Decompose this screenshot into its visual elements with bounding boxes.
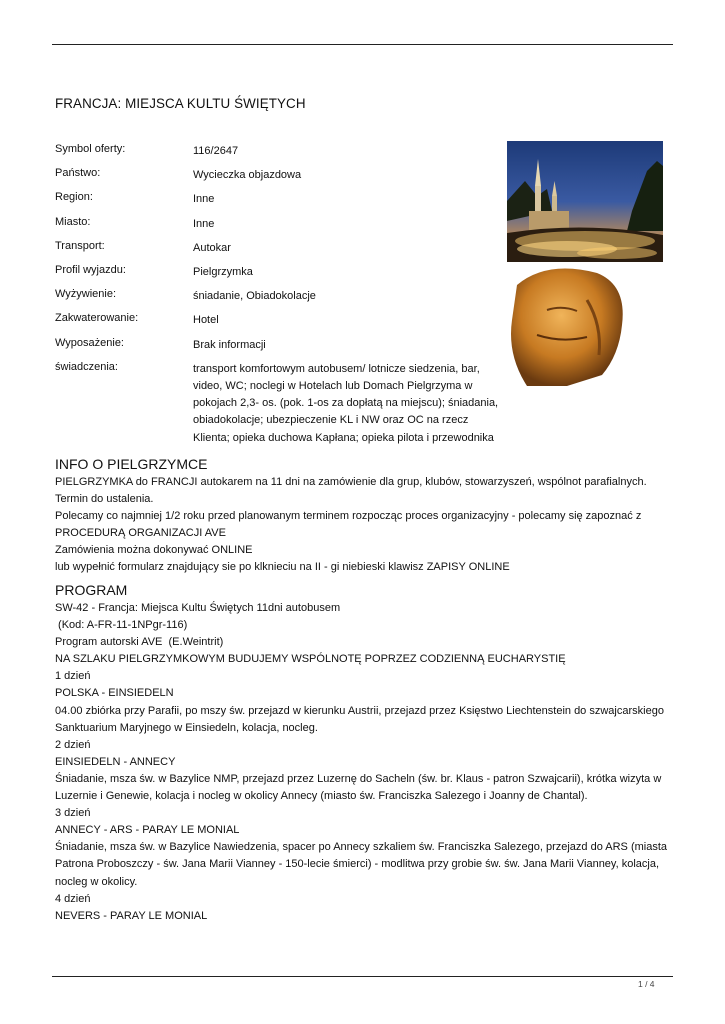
page-title: FRANCJA: MIEJSCA KULTU ŚWIĘTYCH xyxy=(55,96,306,111)
spec-label: Profil wyjazdu: xyxy=(55,263,126,276)
footer-rule xyxy=(52,976,673,977)
text-line: Sanktuarium Maryjnego w Einsiedeln, kolacja, nocleg. xyxy=(55,721,318,734)
spec-value: Brak informacji xyxy=(193,338,266,351)
spec-value: Autokar xyxy=(193,241,231,254)
spec-label: Miasto: xyxy=(55,215,91,228)
text-line: 1 dzień xyxy=(55,670,91,683)
basilica-illustration xyxy=(507,141,663,262)
text-line: (Kod: A-FR-11-1NPgr-116) xyxy=(55,619,188,632)
spec-value: 116/2647 xyxy=(193,145,239,157)
text-line: 4 dzień xyxy=(55,892,91,905)
spec-label: Transport: xyxy=(55,239,105,252)
spec-value: transport komfortowym autobusem/ lotnicze siedzenia, bar, video, WC; noclegi w Hotelach lub Domach Pielgrzyma w pokojach 2,3- os. (pok. 1-os za dopłatą na miejscu); śniadania, obiadokolacje; ubezpieczenie KL i NW oraz OC na rzecz Klienta; opieka duchowa Kapłana; opieka pilota i przewodnika xyxy=(193,362,499,444)
text-line: Luzernie i Genewie, kolacja i nocleg w okolicy Annecy (miasto św. Franciszka Salezego i Joanny de Chantal). xyxy=(55,790,588,803)
text-line: ANNECY - ARS - PARAY LE MONIAL xyxy=(55,824,240,837)
spec-row-meals xyxy=(55,288,505,312)
spec-label: Symbol oferty: xyxy=(55,143,126,155)
spec-row-transport xyxy=(55,240,505,264)
text-line: Termin do ustalenia. xyxy=(55,493,154,506)
text-line: PROCEDURĄ ORGANIZACJI AVE xyxy=(55,527,226,540)
text-line: 04.00 zbiórka przy Parafii, po mszy św. przejazd w kierunku Austrii, przejazd przez Księstwo Liechtenstein do szwajcarskiego xyxy=(55,704,664,717)
text-line: Zamówienia można dokonywać ONLINE xyxy=(55,544,253,557)
text-line: NA SZLAKU PIELGRZYMKOWYM BUDUJEMY WSPÓLNOTĘ POPRZEZ CODZIENNĄ EUCHARYSTIĘ xyxy=(55,653,566,666)
spec-label: Region: xyxy=(55,191,93,204)
spec-row-country xyxy=(55,167,505,191)
spec-value: Inne xyxy=(193,193,215,206)
spec-value: Wycieczka objazdowa xyxy=(193,169,302,182)
text-line: lub wypełnić formularz znajdujący sie po klknieciu na II - gi niebieski klawisz ZAPISY ONLINE xyxy=(55,561,510,574)
text-line: nocleg w okolicy. xyxy=(55,875,138,888)
text-line: PIELGRZYMKA do FRANCJI autokarem na 11 dni na zamówienie dla grup, klubów, stowarzyszeń, wspólnot parafialnych. xyxy=(55,476,647,488)
spec-value: Pielgrzymka xyxy=(193,265,253,278)
text-line: Śniadanie, msza św. w Bazylice Nawiedzenia, spacer po Annecy szkaliem św. Franciszka Salezego, przejazd do ARS (miasta xyxy=(55,841,668,854)
info-section xyxy=(55,454,670,577)
spec-row-city xyxy=(55,216,505,240)
spec-label: świadczenia: xyxy=(55,360,118,373)
spec-row-equipment xyxy=(55,337,505,361)
text-line: Program autorski AVE (E.Weintrit) xyxy=(55,636,224,649)
text-line: EINSIEDELN - ANNECY xyxy=(55,755,176,768)
spec-label: Zakwaterowanie: xyxy=(55,312,139,325)
header-rule xyxy=(52,44,673,45)
saint-bust-photo xyxy=(507,265,663,386)
spec-row-services xyxy=(55,361,505,447)
section-heading: PROGRAM xyxy=(55,582,128,598)
spec-value: Hotel xyxy=(193,314,219,327)
program-section xyxy=(55,580,670,925)
text-line: POLSKA - EINSIEDELN xyxy=(55,687,174,700)
text-line: 3 dzień xyxy=(55,807,91,820)
text-line: NEVERS - PARAY LE MONIAL xyxy=(55,909,208,922)
text-line: Patrona Proboszczy - św. Jana Marii Vianney - 150-lecie śmierci) - modlitwa przy grobie św. św. Jana Marii Vianney, kolacja, xyxy=(55,858,660,871)
spec-row-accommodation xyxy=(55,312,505,336)
spec-label: Wyżywienie: xyxy=(55,288,117,301)
text-line: SW-42 - Francja: Miejsca Kultu Świętych 11dni autobusem xyxy=(55,602,341,614)
text-line: 2 dzień xyxy=(55,738,91,751)
spec-label: Wyposażenie: xyxy=(55,336,124,349)
spec-row-profile xyxy=(55,264,505,288)
spec-value: Inne xyxy=(193,217,215,230)
text-line: Śniadanie, msza św. w Bazylice NMP, przejazd przez Luzernę do Sacheln (św. br. Klaus - patron Szwajcarii), krótka wizyta w xyxy=(55,772,662,785)
spec-label: Państwo: xyxy=(55,167,101,180)
section-heading: INFO O PIELGRZYMCE xyxy=(55,456,208,472)
page-number: 1 / 4 xyxy=(638,979,655,989)
text-line: Polecamy co najmniej 1/2 roku przed planowanym terminem rozpocząc proces organizacyjny - polecamy się zapoznać z xyxy=(55,510,642,523)
offer-specs xyxy=(55,143,505,447)
bust-illustration xyxy=(507,265,663,386)
lourdes-night-photo xyxy=(507,141,663,262)
spec-value: śniadanie, Obiadokolacje xyxy=(193,290,316,303)
spec-row-symbol xyxy=(55,143,505,167)
spec-row-region xyxy=(55,191,505,215)
